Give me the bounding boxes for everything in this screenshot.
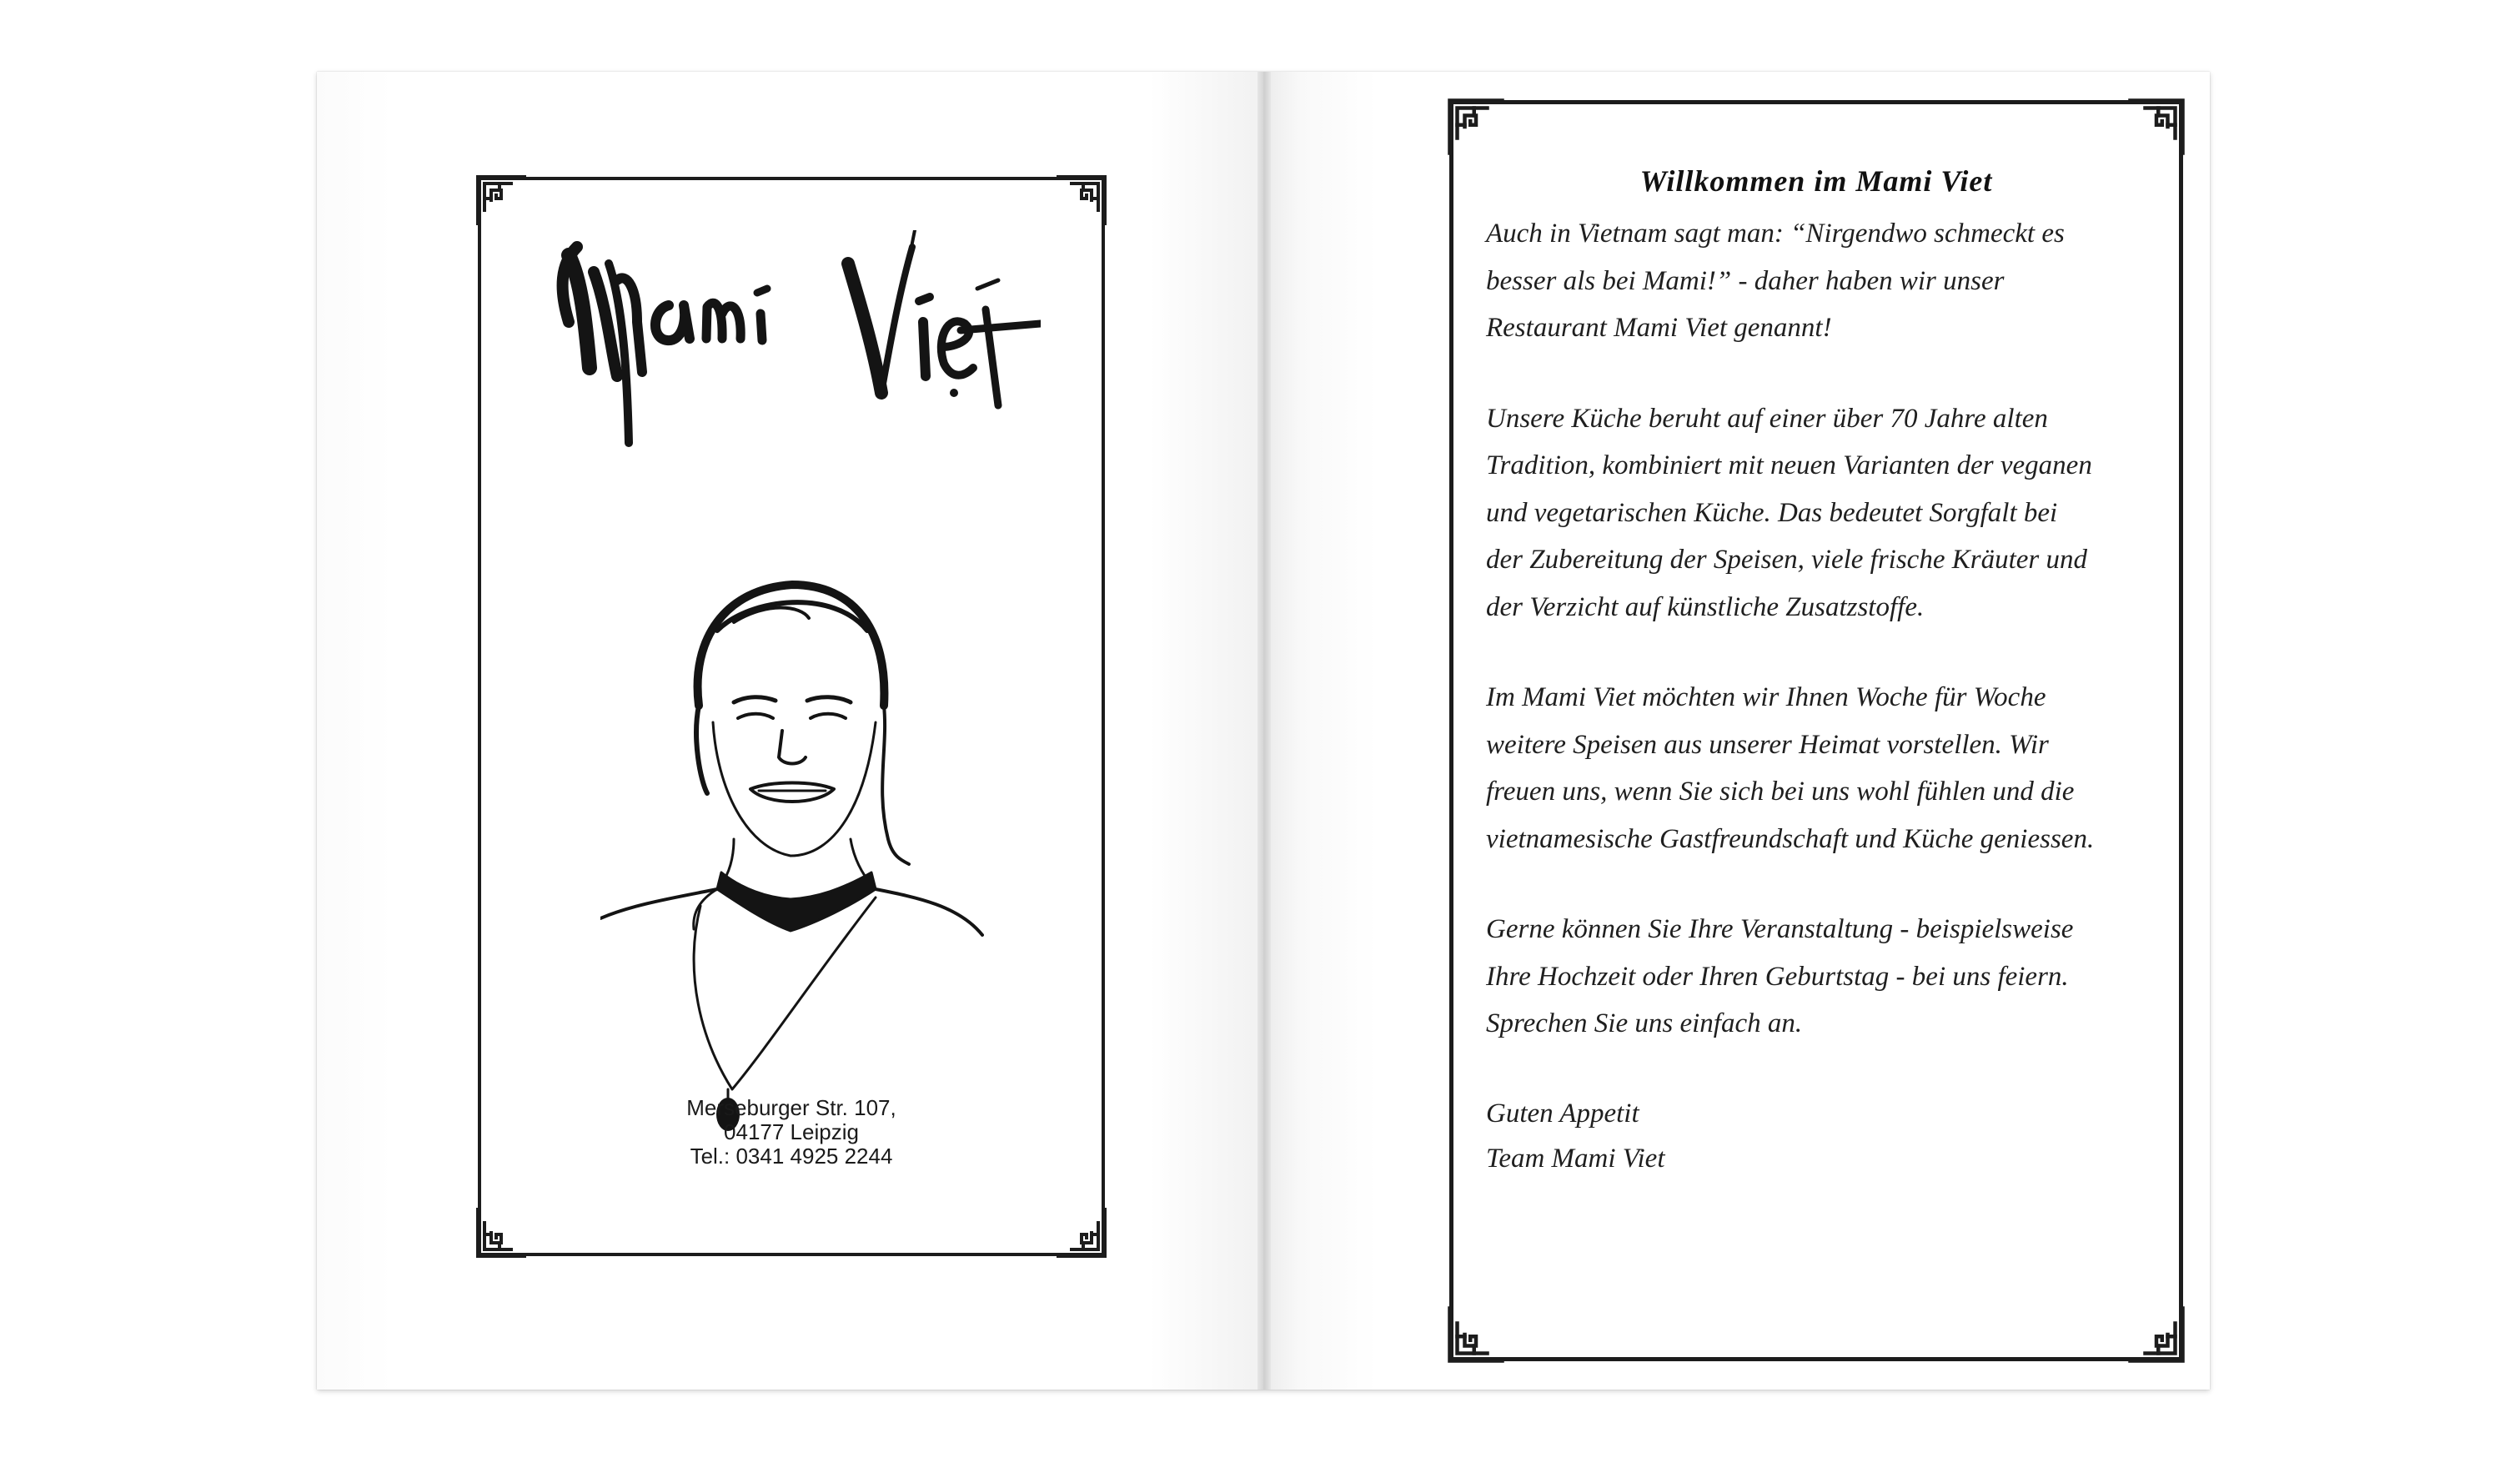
fret-corner-icon — [1055, 173, 1108, 227]
mami-portrait-illustration — [600, 539, 984, 1139]
fret-corner-icon — [1055, 1206, 1108, 1259]
welcome-paragraph: Im Mami Viet möchten wir Ihnen Woche für Woche weitere Speisen aus unserer Heimat vorstellen. Wir freuen uns, wenn Sie sich bei uns wohl fühlen und die vietnamesische Gastfreundschaft und Küche geniessen. — [1486, 682, 2095, 854]
fret-corner-icon — [474, 173, 528, 227]
page-fold — [1257, 72, 1271, 1390]
address-street: Merseburger Str. 107, — [686, 1095, 896, 1120]
menu-spread — [317, 72, 2210, 1390]
restaurant-address — [478, 1096, 1105, 1169]
address-city: 04177 Leipzig — [724, 1119, 859, 1144]
fret-corner-icon — [2126, 97, 2186, 157]
welcome-paragraph: Unsere Küche beruht auf einer über 70 Jahre alten Tradition, kombiniert mit neuen Varianten der veganen und vegetarischen Küche. Das bedeutet Sorgfalt bei der Zubereitung der Speisen, viele frische Kräuter und der Verzicht auf künstliche Zusatzstoffe. — [1486, 403, 2092, 622]
fret-corner-icon — [1446, 1305, 1506, 1365]
fret-corner-icon — [474, 1206, 528, 1259]
welcome-text — [1486, 210, 2170, 1181]
welcome-paragraph: Gerne können Sie Ihre Veranstaltung - beispielsweise Ihre Hochzeit oder Ihren Geburtstag - bei uns feiern. Sprechen Sie uns einfach an. — [1486, 914, 2074, 1038]
welcome-paragraph: Auch in Vietnam sagt man: “Nirgendwo schmeckt es besser als bei Mami!” - daher haben wir unser Restaurant Mami Viet genannt! — [1486, 219, 2065, 343]
address-phone: Tel.: 0341 4925 2244 — [690, 1144, 893, 1169]
mami-viet-logo — [544, 230, 1041, 447]
welcome-signoff: Guten Appetit Team Mami Viet — [1486, 1098, 1665, 1174]
welcome-title: Willkommen im Mami Viet — [1639, 164, 1993, 198]
fret-corner-icon — [2126, 1305, 2186, 1365]
fret-corner-icon — [1446, 97, 1506, 157]
